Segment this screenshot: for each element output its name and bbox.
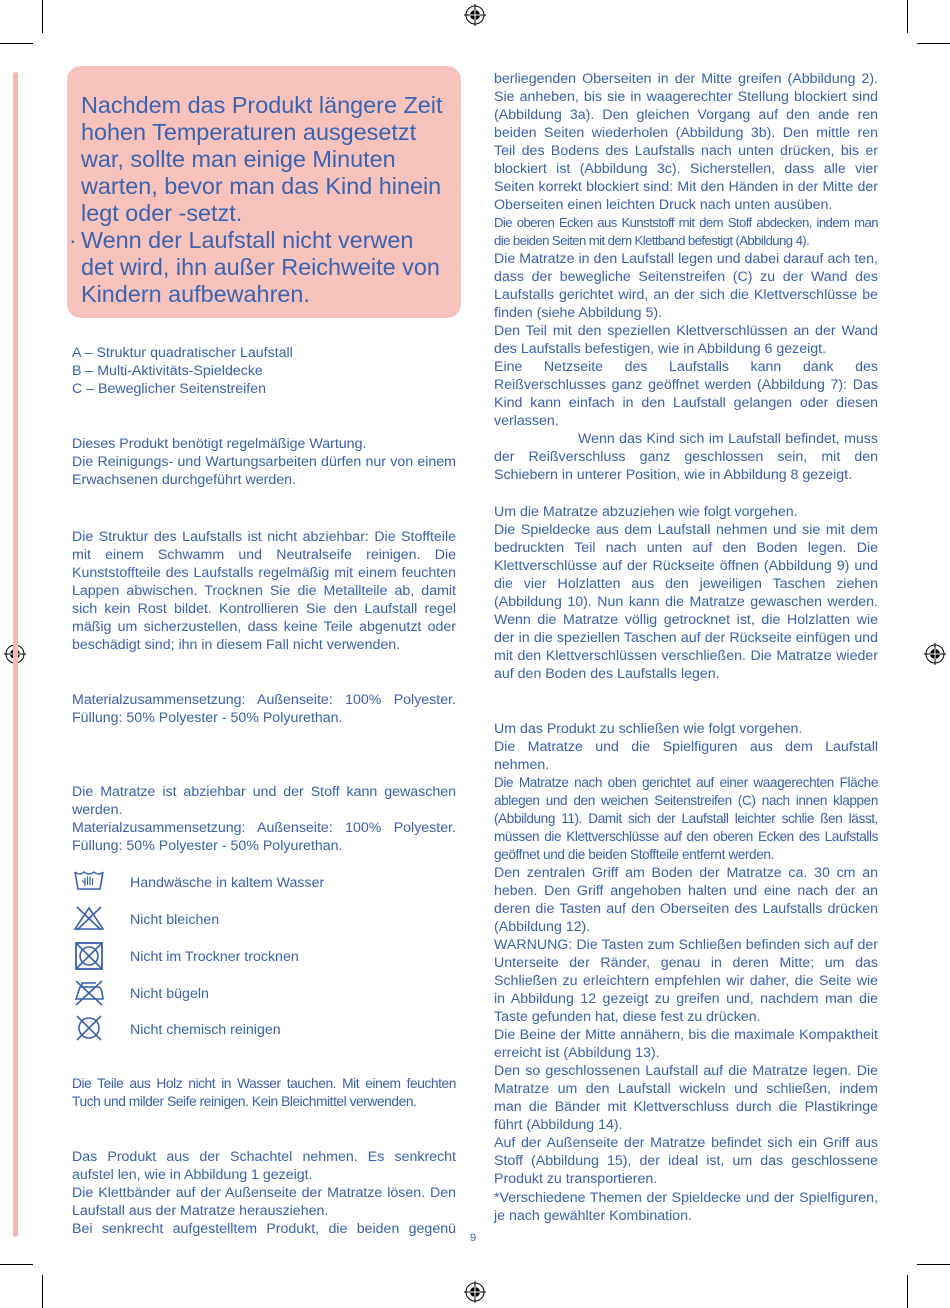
warning-line: hohen Temperaturen ausgesetzt [81,119,417,145]
warning-line: Wenn der Laufstall nicht verwen [81,227,414,253]
paragraph: Füllung: 50% Polyester - 50% Polyurethan. [72,710,343,726]
warning-line: war, sollte man einige Minuten [81,146,396,172]
paragraph: Auf der Außenseite der Matratze befindet sich ein Griff aus Stoff (Abbildung 15), der ideal ist, um das geschlossene Produkt zu transportieren. [494,1135,878,1187]
footnote: *Verschiedene Themen der Spieldecke und der Spielfiguren, je nach gewählter Kombination. [494,1190,878,1224]
paragraph: Die Reinigungs- und Wartungsarbeiten dürfen nur von einem Erwachsenen durchgeführt werden. [72,454,456,488]
warning-line: Nachdem das Produkt längere Zeit [81,92,443,118]
paragraph: Füllung: 50% Polyester - 50% Polyurethan. [72,838,343,854]
bullet-marker: · [69,227,77,253]
warning-bullet-item [69,227,455,308]
parts-list [72,344,456,398]
paragraph: Den zentralen Griff am Boden der Matratze ca. 30 cm an heben. Den Griff angehoben halten und eine nach der an deren die Tasten auf den Oberseiten des Laufstalls drücken (Abbildung 12). [494,865,878,935]
wood-section [72,1075,456,1111]
crop-mark-bottom-left-v [42,1275,43,1308]
crop-mark-bottom-right-v [907,1275,908,1308]
no-tumble-dry-icon [72,941,106,971]
paragraph: Die Matratze ist abziehbar und der Stoff kann gewaschen werden. [72,784,456,818]
paragraph: Wenn das Kind sich im Laufstall befindet, muss der Reißverschluss ganz geschlossen sein, mit den Schiebern in unterer Position, wie in Abbildung 8 gezeigt. [494,431,878,483]
paragraph: Die Beine der Mitte annähern, bis die maximale Kompaktheit erreicht ist (Abbildung 13). [494,1027,878,1061]
warning-box [67,66,461,318]
crop-mark-top-left-h [0,43,33,44]
footnote-section [494,1189,878,1225]
closing-section [494,720,878,1188]
crop-mark-top-right-v [907,0,908,33]
part-item: A – Struktur quadratischer Laufstall [72,345,293,361]
care-no-dry-clean [72,1014,456,1046]
care-label: Nicht bleichen [130,912,220,928]
part-item: C – Beweglicher Seitenstreifen [72,381,266,397]
care-label: Nicht bügeln [130,986,209,1002]
left-edge-bar [13,72,18,1237]
paragraph: Die oberen Ecken aus Kunststoff mit dem Stoff abdecken, indem man die beiden Seiten mit dem Klettband befestigt (Abbildung 4). [494,215,878,248]
care-no-iron [72,978,456,1010]
unpack-section [72,1148,456,1238]
care-no-tumble-dry [72,941,456,973]
crop-mark-bottom-right-h [917,1264,950,1265]
paragraph: Um das Produkt zu schließen wie folgt vorgehen. [494,721,803,737]
paragraph: Die Teile aus Holz nicht in Wasser tauchen. Mit einem feuchten Tuch und milder Seife reinigen. Kein Bleichmittel verwenden. [72,1076,456,1109]
paragraph: Eine Netzseite des Laufstalls kann dank des Reißverschlusses ganz geöffnet werden (Abbildung 7): Das Kind kann einfach in den Laufstall gelangen oder diesen verlassen. [494,359,878,429]
paragraph: Den Teil mit den speziellen Klettverschlüssen an der Wand des Laufstalls befestigen, wie in Abbildung 6 gezeigt. [494,323,878,357]
paragraph: Materialzusammensetzung: Außenseite: 100% Polyester. [72,820,456,836]
paragraph: Bei senkrecht aufgestelltem Produkt, die beiden gegenü [72,1221,456,1237]
paragraph: Das Produkt aus der Schachtel nehmen. Es senkrecht aufstel len, wie in Abbildung 1 gezeigt. [72,1149,456,1183]
paragraph: Die Matratze in den Laufstall legen und dabei darauf ach ten, dass der bewegliche Seitenstreifen (C) zu der Wand des Laufstalls gerichtet wird, an der sich die Klettverschlüsse be finden (siehe Abbildung 5). [494,251,878,321]
paragraph: Um die Matratze abzuziehen wie folgt vorgehen. [494,504,798,520]
care-hand-wash [72,867,456,899]
warning-line: legt oder -setzt. [81,200,243,226]
no-bleach-icon [72,904,106,932]
paragraph: Den so geschlossenen Laufstall auf die Matratze legen. Die Matratze um den Laufstall wickeln und schließen, indem man die Bänder mit Klettverschluss durch die Plastikringe führt (Abbildung 14). [494,1063,878,1133]
material-section-1 [72,691,456,727]
structure-section [72,528,456,654]
care-label: Handwäsche in kaltem Wasser [130,875,325,891]
crop-mark-bottom-left-h [0,1264,33,1265]
page-number: 9 [470,1232,477,1244]
paragraph: Die Matratze nach oben gerichtet auf einer waagerechten Fläche ablegen und den weichen Seitenstreifen (C) nach innen klappen (Abbildung 11). Damit sich der Laufstall leichter schlie ßen lässt, müssen die Klettverschlüsse auf den oberen Ecken des Laufstalls geöffnet und die beiden Stoffteile entfernt werden. [494,775,878,862]
care-no-bleach [72,904,456,936]
care-label: Nicht chemisch reinigen [130,1022,281,1038]
registration-mark-top-icon [464,4,486,26]
maintenance-section [72,435,456,489]
no-dry-clean-icon [72,1014,106,1042]
mattress-removal-section [494,503,878,683]
no-iron-icon [72,978,106,1006]
paragraph: WARNUNG: Die Tasten zum Schließen befinden sich auf der Unterseite der Ränder, genau in deren Mitte; um das Schließen zu erleichtern empfehlen wir daher, die Seite wie in Abbildung 12 gezeigt zu greifen und, nachdem man die Taste gefunden hat, diese fest zu drücken. [494,937,878,1025]
paragraph: Materialzusammensetzung: Außenseite: 100% Polyester. [72,692,456,708]
paragraph: Die Spieldecke aus dem Laufstall nehmen und sie mit dem bedruckten Teil nach unten auf den Boden legen. Die Klettverschlüsse auf der Rückseite öffnen (Abbildung 9) und die vier Holzlatten aus den jeweiligen Taschen ziehen (Abbildung 10). Nun kann die Matratze gewaschen werden. Wenn die Matratze völlig getrocknet ist, die Holzlatten wie der in die speziellen Taschen auf der Rückseite einfügen und mit den Klettverschlüssen verschließen. Die Matratze wieder auf den Boden des Laufstalls legen. [494,522,878,682]
registration-mark-right-icon [924,643,946,665]
paragraph: Die Klettbänder auf der Außenseite der Matratze lösen. Den Laufstall aus der Matratze herausziehen. [72,1185,456,1219]
paragraph: Die Matratze und die Spielfiguren aus dem Laufstall nehmen. [494,739,878,773]
paragraph: Dieses Produkt benötigt regelmäßige Wartung. [72,436,367,452]
warning-line: Kindern aufbewahren. [81,281,310,307]
assembly-section [494,70,878,484]
crop-mark-top-left-v [42,0,43,33]
registration-mark-bottom-icon [464,1281,486,1303]
part-item: B – Multi-Aktivitäts-Spieldecke [72,363,263,379]
warning-line: det wird, ihn außer Reichweite von [81,254,440,280]
mattress-section [72,783,456,855]
hand-wash-icon [72,867,106,895]
crop-mark-top-right-h [917,43,950,44]
paragraph: Die Struktur des Laufstalls ist nicht abziehbar: Die Stoffteile mit einem Schwamm und Neutralseife reinigen. Die Kunststoffteile des Laufstalls regelmäßig mit einem feuchten Lappen abwischen. Trocknen Sie die Metallteile ab, damit sich kein Rost bildet. Kontrollieren Sie den Laufstall regel mäßig um sicherzustellen, dass keine Teile abgenutzt oder beschädigt sind; ihn in diesem Fall nicht verwenden. [72,529,456,653]
paragraph: berliegenden Oberseiten in der Mitte greifen (Abbildung 2). Sie anheben, bis sie in waagerechter Stellung blockiert sind (Abbildung 3a). Den gleichen Vorgang auf den ande ren beiden Seiten wiederholen (Abbildung 3b). Den mittle ren Teil des Bodens des Laufstalls nach unten drücken, bis er blockiert ist (Abbildung 3c). Sicherstellen, dass alle vier Seiten korrekt blockiert sind: Mit den Händen in der Mitte der Oberseiten einen leichten Druck nach unten ausüben. [494,71,878,213]
care-label: Nicht im Trockner trocknen [130,949,299,965]
warning-line: warten, bevor man das Kind hinein [81,173,442,199]
